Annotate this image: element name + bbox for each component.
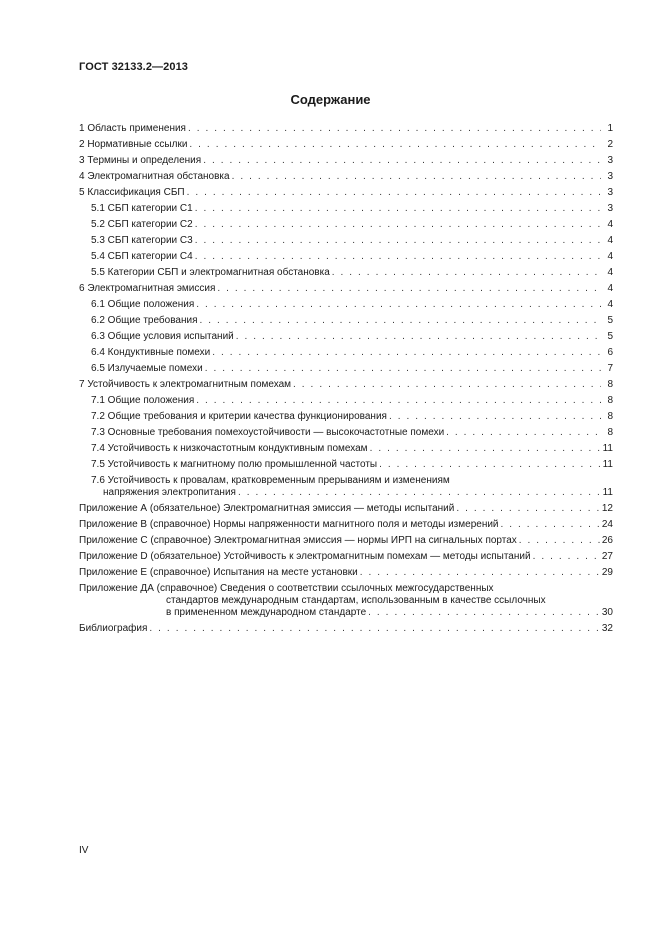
toc-leader-dots xyxy=(195,203,601,215)
toc-entry[interactable] xyxy=(79,375,613,391)
toc-leader-dots xyxy=(446,427,601,439)
toc-entry-label: Приложение В (справочное) Нормы напряженности магнитного поля и методы измерений xyxy=(79,519,499,530)
toc-entry-label: 7.1 Общие положения xyxy=(91,395,195,406)
toc-entry-label: 5.1 СБП категории С1 xyxy=(91,203,193,214)
toc-leader-dots xyxy=(187,187,601,199)
toc-entry-label: 3 Термины и определения xyxy=(79,155,202,166)
toc-leader-dots xyxy=(200,315,601,327)
toc-leader-dots xyxy=(195,219,601,231)
toc-entry-label-cont: в примененном международном стандарте xyxy=(166,607,367,618)
toc-entry[interactable] xyxy=(79,295,613,311)
page-number: IV xyxy=(79,845,89,856)
toc-leader-dots xyxy=(196,395,601,407)
toc-leader-dots xyxy=(195,251,601,263)
toc-entry[interactable] xyxy=(79,499,613,515)
toc-entry-label: 7 Устойчивость к электромагнитным помехам xyxy=(79,379,292,390)
toc-entry[interactable] xyxy=(79,531,613,547)
toc-entry-appendix-da[interactable] xyxy=(79,579,613,619)
toc-entry[interactable] xyxy=(79,263,613,279)
toc-entry[interactable] xyxy=(79,563,613,579)
toc-entry-label: 5.4 СБП категории С4 xyxy=(91,251,193,262)
toc-leader-dots xyxy=(293,379,601,391)
toc-entry[interactable] xyxy=(79,215,613,231)
toc-entry-page: 8 xyxy=(607,411,613,422)
toc-entry-label: 7.5 Устойчивость к магнитному полю промышленной частоты xyxy=(91,459,378,470)
toc-leader-dots xyxy=(212,347,601,359)
toc-entry[interactable] xyxy=(79,423,613,439)
toc-entry-page: 30 xyxy=(601,607,613,618)
toc-entry[interactable] xyxy=(79,167,613,183)
toc-entry[interactable] xyxy=(79,279,613,295)
toc-leader-dots xyxy=(236,331,601,343)
toc-entry-page: 4 xyxy=(607,251,613,262)
toc-leader-dots xyxy=(149,623,599,635)
toc-entry-page: 2 xyxy=(607,139,613,150)
toc-entry-page: 4 xyxy=(607,219,613,230)
toc-entry-label: 5.2 СБП категории С2 xyxy=(91,219,193,230)
toc-entry-page: 11 xyxy=(602,459,613,470)
toc-entry[interactable] xyxy=(79,439,613,455)
toc-main-list xyxy=(79,119,613,471)
toc-entry-page: 3 xyxy=(607,203,613,214)
toc-entry-label: Приложение ДА (справочное) Сведения о соответствии ссылочных межгосударственных xyxy=(79,583,494,594)
page-title: Содержание xyxy=(290,92,371,107)
toc-entry-label-cont: напряжения электропитания xyxy=(103,487,236,498)
toc-leader-dots xyxy=(189,139,601,151)
toc-leader-dots xyxy=(188,123,601,135)
toc-entry-page: 4 xyxy=(607,299,613,310)
toc-entry-label: 5 Классификация СБП xyxy=(79,187,185,198)
toc-entry-label: Приложение А (обязательное) Электромагнитная эмиссия — методы испытаний xyxy=(79,503,455,514)
toc-entry-page: 5 xyxy=(607,315,613,326)
toc-entry-page: 11 xyxy=(602,487,613,498)
toc-entry-page: 1 xyxy=(607,123,613,134)
toc-entry-label: Приложение D (обязательное) Устойчивость к электромагнитным помехам — методы испытаний xyxy=(79,551,531,562)
toc-entry-label: 4 Электромагнитная обстановка xyxy=(79,171,230,182)
toc-entry-label: 1 Область применения xyxy=(79,123,186,134)
toc-leader-dots xyxy=(519,535,600,547)
toc-entry-7-6[interactable] xyxy=(79,471,613,499)
toc-leader-dots xyxy=(217,283,601,295)
toc-appendix-list xyxy=(79,499,613,579)
toc-entry-label: 6 Электромагнитная эмиссия xyxy=(79,283,216,294)
toc-entry[interactable] xyxy=(79,151,613,167)
toc-entry[interactable] xyxy=(79,327,613,343)
toc-entry-label: 7.6 Устойчивость к провалам, кратковременным прерываниям и изменениям xyxy=(91,475,450,486)
toc-entry-label: 5.3 СБП категории С3 xyxy=(91,235,193,246)
document-code: ГОСТ 32133.2—2013 xyxy=(79,61,189,73)
toc-entry-page: 11 xyxy=(602,443,613,454)
toc-entry-label: 7.2 Общие требования и критерии качества функционирования xyxy=(91,411,387,422)
toc-entry-page: 8 xyxy=(607,427,613,438)
toc-entry[interactable] xyxy=(79,515,613,531)
toc-entry[interactable] xyxy=(79,247,613,263)
toc-entry-page: 3 xyxy=(607,155,613,166)
toc-entry-label: 2 Нормативные ссылки xyxy=(79,139,188,150)
toc-leader-dots xyxy=(205,363,601,375)
toc-entry[interactable] xyxy=(79,455,613,471)
table-of-contents xyxy=(79,119,613,635)
toc-leader-dots xyxy=(501,519,600,531)
toc-leader-dots xyxy=(370,443,601,455)
toc-entry[interactable] xyxy=(79,391,613,407)
toc-entry[interactable] xyxy=(79,135,613,151)
toc-entry-page: 3 xyxy=(607,171,613,182)
toc-leader-dots xyxy=(195,235,601,247)
toc-entry[interactable] xyxy=(79,119,613,135)
toc-entry-label-cont: стандартов международным стандартам, использованным в качестве ссылочных xyxy=(166,595,546,606)
toc-entry-page: 3 xyxy=(607,187,613,198)
toc-entry-label: Приложение С (справочное) Электромагнитная эмиссия — нормы ИРП на сигнальных портах xyxy=(79,535,517,546)
toc-leader-dots xyxy=(456,503,600,515)
toc-entry-page: 27 xyxy=(601,551,613,562)
toc-entry-page: 12 xyxy=(601,503,613,514)
toc-entry-label: 6.3 Общие условия испытаний xyxy=(91,331,234,342)
toc-entry-page: 6 xyxy=(607,347,613,358)
toc-leader-dots xyxy=(379,459,601,471)
toc-entry[interactable] xyxy=(79,199,613,215)
toc-leader-dots xyxy=(533,551,600,563)
toc-entry[interactable] xyxy=(79,407,613,423)
toc-entry-page: 4 xyxy=(607,235,613,246)
toc-entry[interactable] xyxy=(79,183,613,199)
toc-entry-label: 7.4 Устойчивость к низкочастотным кондуктивным помехам xyxy=(91,443,368,454)
toc-entry[interactable] xyxy=(79,343,613,359)
toc-entry-label: 6.2 Общие требования xyxy=(91,315,198,326)
toc-entry-label: 6.5 Излучаемые помехи xyxy=(91,363,203,374)
toc-entry[interactable] xyxy=(79,311,613,327)
toc-entry-page: 8 xyxy=(607,379,613,390)
toc-entry-page: 29 xyxy=(601,567,613,578)
toc-leader-dots xyxy=(368,607,600,619)
toc-entry[interactable] xyxy=(79,547,613,563)
toc-entry-page: 32 xyxy=(601,623,613,634)
toc-entry-label: 5.5 Категории СБП и электромагнитная обстановка xyxy=(91,267,330,278)
toc-entry-label: 6.4 Кондуктивные помехи xyxy=(91,347,211,358)
toc-entry-page: 8 xyxy=(607,395,613,406)
toc-leader-dots xyxy=(389,411,601,423)
toc-leader-dots xyxy=(360,567,600,579)
toc-entry-page: 5 xyxy=(607,331,613,342)
toc-leader-dots xyxy=(203,155,601,167)
toc-entry-label: Приложение Е (справочное) Испытания на месте установки xyxy=(79,567,358,578)
toc-leader-dots xyxy=(232,171,601,183)
toc-entry-label: Библиография xyxy=(79,623,148,634)
toc-entry-page: 24 xyxy=(601,519,613,530)
toc-entry-page: 4 xyxy=(607,283,613,294)
toc-entry-bibliography[interactable] xyxy=(79,619,613,635)
toc-entry-label: 6.1 Общие положения xyxy=(91,299,195,310)
toc-entry[interactable] xyxy=(79,231,613,247)
toc-leader-dots xyxy=(332,267,601,279)
toc-leader-dots xyxy=(238,487,601,499)
toc-entry-page: 26 xyxy=(601,535,613,546)
toc-leader-dots xyxy=(196,299,601,311)
toc-entry[interactable] xyxy=(79,359,613,375)
toc-entry-label: 7.3 Основные требования помехоустойчивости — высокочастотные помехи xyxy=(91,427,445,438)
toc-entry-page: 4 xyxy=(607,267,613,278)
toc-entry-page: 7 xyxy=(607,363,613,374)
